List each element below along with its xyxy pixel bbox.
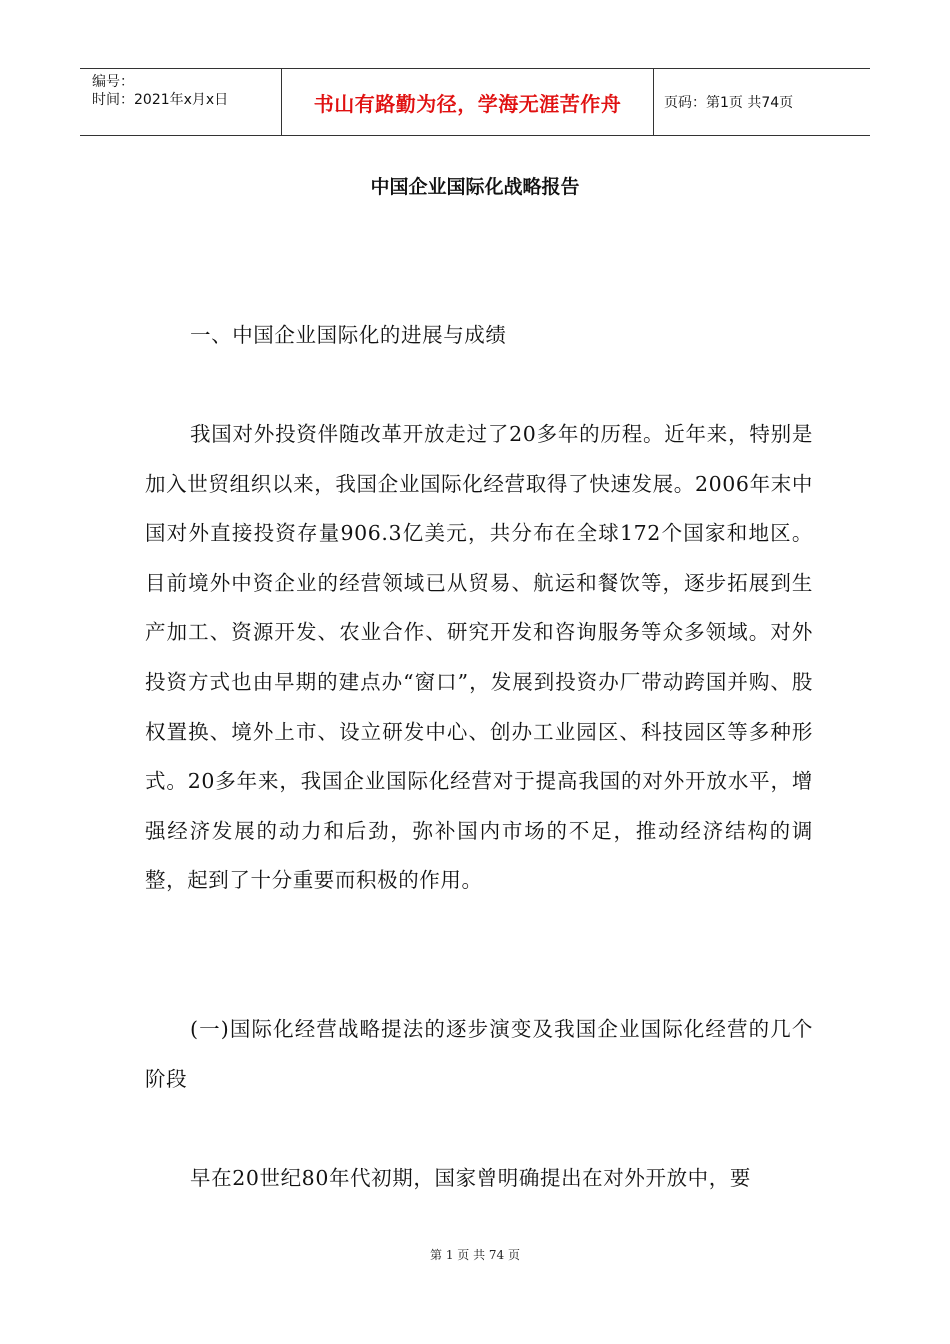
header-table xyxy=(80,68,870,136)
header-motto: 书山有路勤为径，学海无涯苦作舟 xyxy=(281,69,654,135)
number-label: 编号： xyxy=(92,74,134,90)
header-meta xyxy=(80,69,281,135)
header-page-info: 页码：第1页 共74页 xyxy=(664,95,794,111)
paragraph-1: 我国对外投资伴随改革开放走过了20多年的历程。近年来，特别是加入世贸组织以来，我国企业国际化经营取得了快速发展。2006年末中国对外直接投资存量906.3亿美元，共分布在全球172个国家和地区。目前境外中资企业的经营领域已从贸易、航运和餐饮等，逐步拓展到生产加工、资源开发、农业合作、研究开发和咨询服务等众多领域。对外投资方式也由早期的建点办“窗口”，发展到投资办厂带动跨国并购、股权置换、境外上市、设立研发中心、创办工业园区、科技园区等多种形式。20多年来，我国企业国际化经营对于提高我国的对外开放水平，增强经济发展的动力和后劲，弥补国内市场的不足，推动经济结构的调整，起到了十分重要而积极的作用。 xyxy=(145,422,813,893)
time-label: 时间：2021年x月x日 xyxy=(92,92,229,108)
page-footer: 第 1 页 共 74 页 xyxy=(430,1248,520,1262)
section-heading-2: (一)国际化经营战略提法的逐步演变及我国企业国际化经营的几个阶段 xyxy=(145,1017,813,1091)
section-heading-1: 一、中国企业国际化的进展与成绩 xyxy=(190,323,507,347)
document-title: 中国企业国际化战略报告 xyxy=(370,176,580,198)
paragraph-2: 早在20世纪80年代初期，国家曾明确提出在对外开放中，要 xyxy=(190,1166,751,1190)
